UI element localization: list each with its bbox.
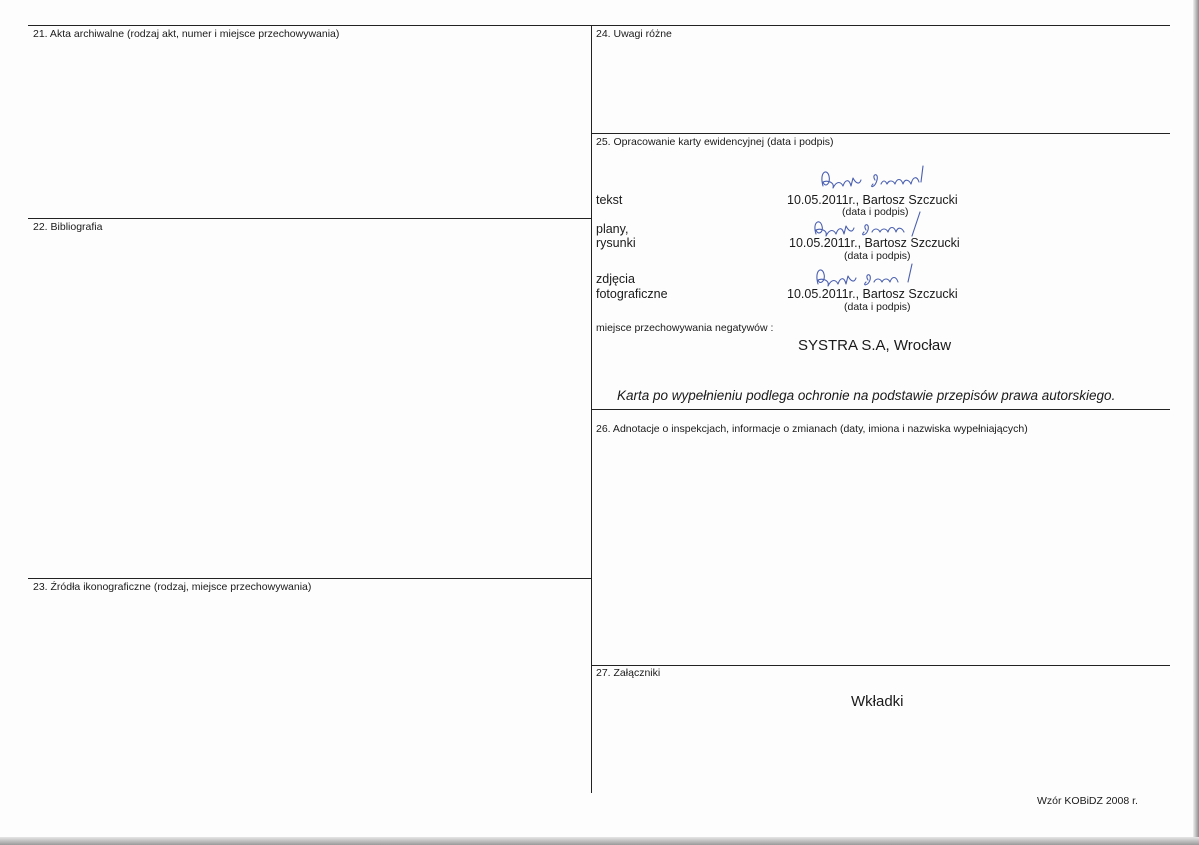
- section-22-label: 22. Bibliografia: [33, 221, 103, 233]
- row-plans-label-1: plany,: [596, 222, 629, 236]
- section-27-label: 27. Załączniki: [596, 667, 661, 679]
- section-26-label: 26. Adnotacje o inspekcjach, informacje o zmianach (daty, imiona i nazwiska wypełniających): [596, 423, 1028, 435]
- section-23-label: 23. Źródła ikonograficzne (rodzaj, miejsce przechowywania): [33, 581, 312, 593]
- row-text-label: tekst: [596, 193, 623, 207]
- signature-text: [815, 158, 935, 198]
- rule-25: [591, 133, 1170, 134]
- section-21-label: 21. Akta archiwalne (rodzaj akt, numer i miejsce przechowywania): [33, 28, 340, 40]
- negatives-value: SYSTRA S.A, Wrocław: [798, 337, 952, 354]
- column-divider: [591, 25, 592, 793]
- row-plans-caption: (data i podpis): [844, 250, 911, 262]
- rule-23: [28, 578, 591, 579]
- copyright-note: Karta po wypełnieniu podlega ochronie na podstawie przepisów prawa autorskiego.: [617, 388, 1116, 403]
- rule-27: [591, 665, 1170, 666]
- row-plans-label-2: rysunki: [596, 236, 636, 250]
- rule-26: [591, 409, 1170, 410]
- row-photos-label-1: zdjęcia: [596, 272, 635, 286]
- row-text-caption: (data i podpis): [842, 206, 909, 218]
- row-text-date-name: 10.05.2011r., Bartosz Szczucki: [787, 193, 958, 207]
- negatives-label: miejsce przechowywania negatywów :: [596, 322, 774, 334]
- scan-edge-bottom: [0, 837, 1199, 845]
- section-25-label: 25. Opracowanie karty ewidencyjnej (data i podpis): [596, 136, 834, 148]
- attachments-value: Wkładki: [851, 693, 904, 710]
- row-photos-date-name: 10.05.2011r., Bartosz Szczucki: [787, 287, 958, 301]
- scan-edge-right: [1193, 0, 1199, 845]
- row-plans-date-name: 10.05.2011r., Bartosz Szczucki: [789, 236, 960, 250]
- row-photos-label-2: fotograficzne: [596, 287, 668, 301]
- top-rule: [28, 25, 1170, 26]
- rule-22: [28, 218, 591, 219]
- template-note: Wzór KOBiDZ 2008 r.: [1037, 795, 1138, 807]
- row-photos-caption: (data i podpis): [844, 301, 911, 313]
- section-24-label: 24. Uwagi różne: [596, 28, 672, 40]
